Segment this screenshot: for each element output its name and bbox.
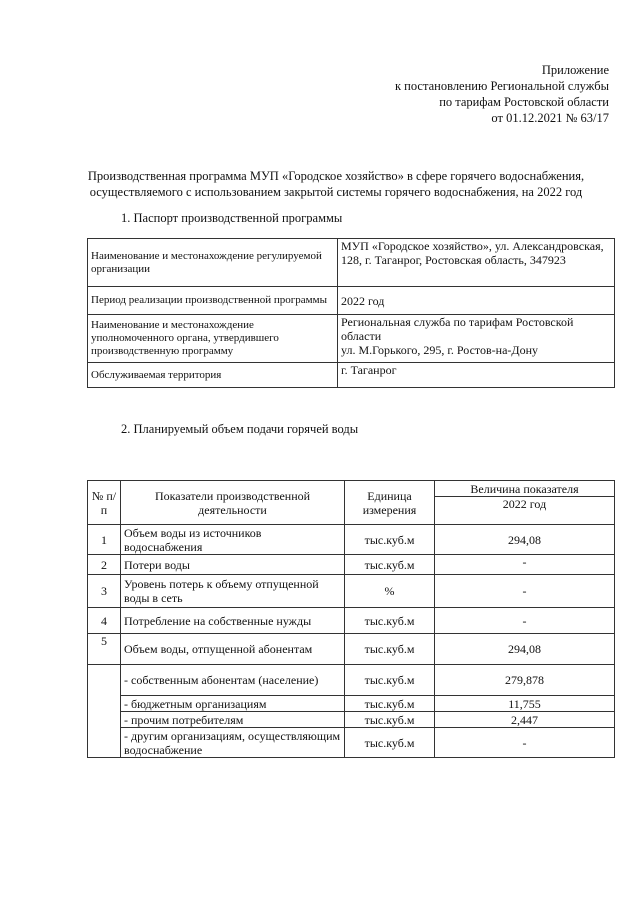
row-indicator: - бюджетным организациям <box>121 696 345 712</box>
row-value: 294,08 <box>435 634 615 665</box>
passport-value-line: ул. М.Горького, 295, г. Ростов-на-Дону <box>341 343 538 357</box>
appendix-line: Приложение <box>541 63 609 77</box>
table-row <box>88 555 615 575</box>
row-num-empty <box>88 665 121 758</box>
row-unit: тыс.куб.м <box>345 665 435 696</box>
row-indicator: - собственным абонентам (население) <box>121 665 345 696</box>
table-row <box>88 575 615 608</box>
title-line-1: Производственная программа МУП «Городское хозяйство» в сфере горячего водоснабжения, <box>87 169 585 183</box>
header-indicator: Показатели производственной деятельности <box>121 481 345 525</box>
passport-label: Обслуживаемая территория <box>88 363 338 388</box>
row-indicator: Потребление на собственные нужды <box>121 608 345 634</box>
passport-value: 2022 год <box>338 287 615 315</box>
row-value: - <box>435 575 615 608</box>
table-row <box>88 608 615 634</box>
row-unit: тыс.куб.м <box>345 555 435 575</box>
table-row <box>88 287 615 315</box>
row-unit: тыс.куб.м <box>345 712 435 728</box>
table-row <box>88 525 615 555</box>
row-value: 279,878 <box>435 665 615 696</box>
header-row <box>88 481 615 497</box>
row-value: 294,08 <box>435 525 615 555</box>
row-num: 3 <box>88 575 121 608</box>
passport-value: МУП «Городское хозяйство», ул. Александровская, 128, г. Таганрог, Ростовская область, 347923 <box>338 239 615 287</box>
row-num: 2 <box>88 555 121 575</box>
row-indicator: Объем воды, отпущенной абонентам <box>121 634 345 665</box>
passport-value-line: Региональная служба по тарифам Ростовской области <box>341 315 574 343</box>
row-indicator: Объем воды из источников водоснабжения <box>121 525 345 555</box>
row-num: 1 <box>88 525 121 555</box>
row-value: - <box>435 555 615 575</box>
appendix-header <box>395 62 609 126</box>
header-unit: Единица измерения <box>345 481 435 525</box>
table-row <box>88 315 615 363</box>
row-unit: тыс.куб.м <box>345 608 435 634</box>
passport-label: Наименование и местонахождение регулируемой организации <box>88 239 338 287</box>
row-indicator: Уровень потерь к объему отпущенной воды в сеть <box>121 575 345 608</box>
row-unit: тыс.куб.м <box>345 525 435 555</box>
section-2-heading: 2. Планируемый объем подачи горячей воды <box>121 422 359 436</box>
table-row <box>88 696 615 712</box>
passport-value <box>338 315 615 363</box>
table-row <box>88 634 615 665</box>
row-unit: тыс.куб.м <box>345 728 435 758</box>
header-year: 2022 год <box>435 497 615 525</box>
row-num: 5 <box>88 634 121 665</box>
appendix-line: по тарифам Ростовской области <box>439 95 609 109</box>
section-1-heading: 1. Паспорт производственной программы <box>121 211 343 225</box>
table-row <box>88 239 615 287</box>
row-unit: тыс.куб.м <box>345 696 435 712</box>
appendix-line: от 01.12.2021 № 63/17 <box>491 111 609 125</box>
header-value-group: Величина показателя <box>435 481 615 497</box>
passport-table <box>87 238 615 388</box>
volumes-table <box>87 480 615 758</box>
row-num: 4 <box>88 608 121 634</box>
row-value: - <box>435 728 615 758</box>
row-indicator: - прочим потребителям <box>121 712 345 728</box>
appendix-line: к постановлению Региональной службы <box>394 79 609 93</box>
table-row <box>88 363 615 388</box>
passport-value: г. Таганрог <box>338 363 615 388</box>
table-row <box>88 728 615 758</box>
document-title <box>60 168 612 200</box>
row-value: 11,755 <box>435 696 615 712</box>
table-row <box>88 665 615 696</box>
header-num: № п/п <box>88 481 121 525</box>
passport-label: Наименование и местонахождение уполномоченного органа, утвердившего производственную программу <box>88 315 338 363</box>
passport-label: Период реализации производственной программы <box>88 287 338 315</box>
row-unit: тыс.куб.м <box>345 634 435 665</box>
title-line-2: осуществляемого с использованием закрытой системы горячего водоснабжения, на 2022 год <box>89 185 583 199</box>
row-indicator: - другим организациям, осуществляющим водоснабжение <box>121 728 345 758</box>
table-row <box>88 712 615 728</box>
row-unit: % <box>345 575 435 608</box>
row-value: - <box>435 608 615 634</box>
row-value: 2,447 <box>435 712 615 728</box>
row-indicator: Потери воды <box>121 555 345 575</box>
